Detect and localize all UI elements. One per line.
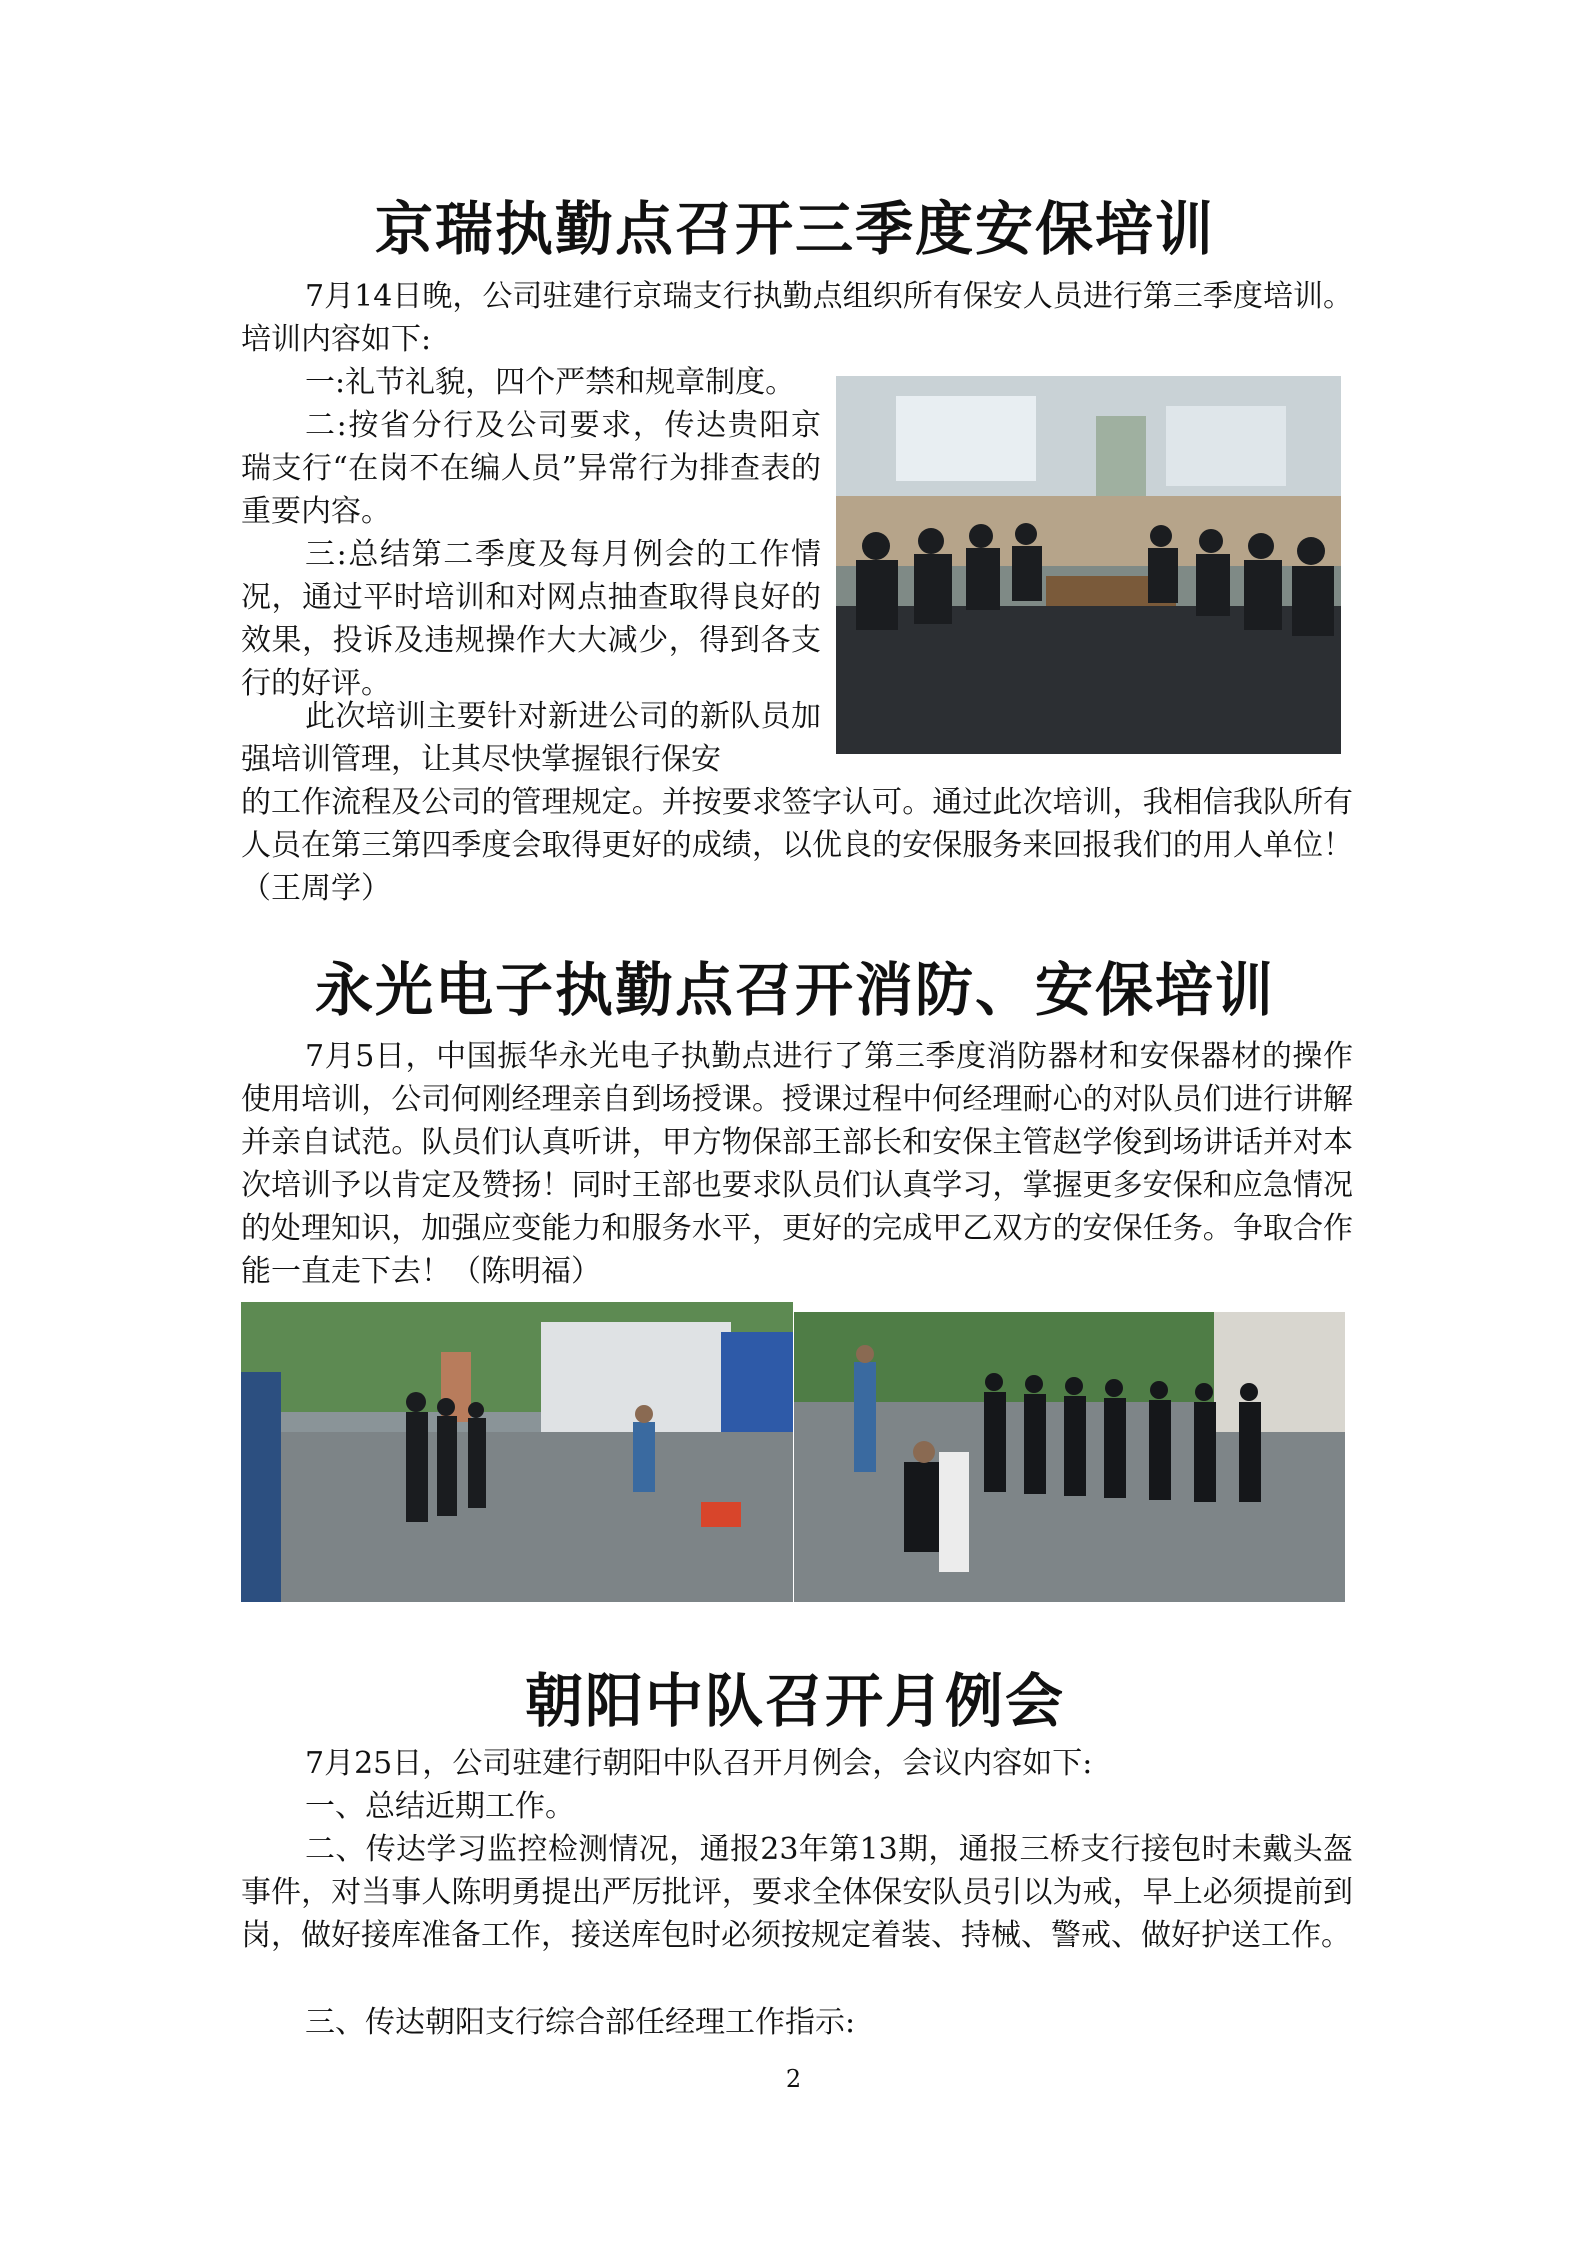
- article1-closing-part2: 的工作流程及公司的管理规定。并按要求签字认可。通过此次培训，我相信我队所有人员在第三第四季度会取得更好的成绩，以优良的安保服务来回报我们的用人单位！（王周学）: [241, 785, 1353, 906]
- article1-title: 京瑞执勤点召开三季度安保培训: [374, 195, 1215, 263]
- article1-intro: 7月14日晚，公司驻建行京瑞支行执勤点组织所有保安人员进行第三季度培训。培训内容如下:: [241, 279, 1353, 357]
- article1-closing-part1: 此次培训主要针对新进公司的新队员加强培训管理，让其尽快掌握银行保安: [241, 699, 821, 777]
- article3-item1: 一、总结近期工作。: [305, 1789, 575, 1824]
- article3-item3: 三、传达朝阳支行综合部任经理工作指示:: [305, 2005, 856, 2040]
- article3-intro: 7月25日，公司驻建行朝阳中队召开月例会，会议内容如下:: [305, 1746, 1093, 1781]
- article1-item3: 三:总结第二季度及每月例会的工作情况，通过平时培训和对网点抽查取得良好的效果，投诉及违规操作大大减少，得到各支行的好评。: [241, 537, 821, 701]
- article1-item1: 一:礼节礼貌，四个严禁和规章制度。: [305, 365, 796, 400]
- fire-drill-demonstration-photo: [241, 1302, 793, 1602]
- article3-item2: 二、传达学习监控检测情况，通报23年第13期，通报三桥支行接包时未戴头盔事件，对当事人陈明勇提出严厉批评，要求全体保安队员引以为戒，早上必须提前到岗，做好接库准备工作，接送库包时必须按规定着装、持械、警戒、做好护送工作。: [241, 1832, 1353, 1953]
- page-number: 2: [785, 2065, 802, 2093]
- article2-title: 永光电子执勤点召开消防、安保培训: [314, 956, 1275, 1024]
- article2-body: 7月5日，中国振华永光电子执勤点进行了第三季度消防器材和安保器材的操作使用培训，公司何刚经理亲自到场授课。授课过程中何经理耐心的对队员们进行讲解并亲自试范。队员们认真听讲，甲方物保部王部长和安保主管赵学俊到场讲话并对本次培训予以肯定及赞扬！同时王部也要求队员们认真学习，掌握更多安保和应急情况的处理知识，加强应变能力和服务水平，更好的完成甲乙双方的安保任务。争取合作能一直走下去！（陈明福）: [241, 1039, 1353, 1289]
- fire-hose-training-photo: [794, 1312, 1345, 1602]
- article1-item2: 二:按省分行及公司要求，传达贵阳京瑞支行“在岗不在编人员”异常行为排查表的重要内容。: [241, 408, 821, 529]
- training-meeting-photo: [836, 376, 1341, 754]
- article3-title: 朝阳中队召开月例会: [524, 1667, 1065, 1735]
